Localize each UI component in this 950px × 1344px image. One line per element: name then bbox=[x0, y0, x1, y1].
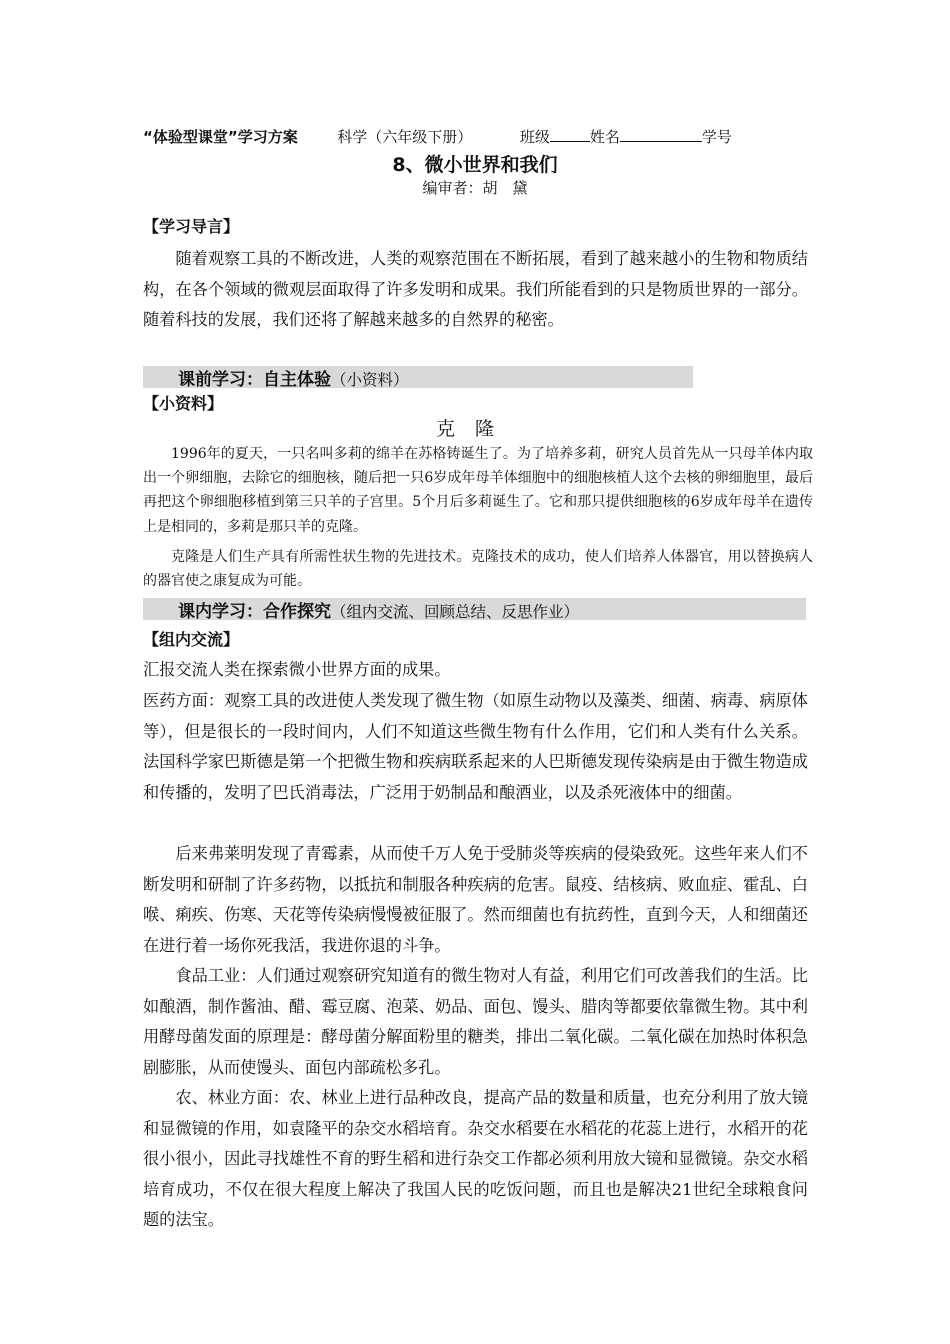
exchange-intro: 汇报交流人类在探索微小世界方面的成果。 bbox=[143, 660, 451, 679]
header-line bbox=[143, 126, 823, 147]
in-class-heading-sub: （组内交流、回顾总结、反思作业） bbox=[331, 603, 580, 621]
pre-class-heading bbox=[178, 365, 409, 390]
medical-paragraph: 医药方面：观察工具的改进使人类发现了微生物（如原生动物以及藻类、细菌、病毒、病原体等），但是很长的一段时间内，人们不知道这些微生物有什么作用，它们和人类有什么关系。法国科学家巴斯德是第一个把微生物和疾病联系起来的人巴斯德发现传染病是由于微生物造成和传播的，发明了巴氏消毒法，广泛用于奶制品和酿酒业，以及杀死液体中的细菌。 bbox=[143, 691, 808, 802]
penicillin-paragraph: 后来弗莱明发现了青霉素，从而使千万人免于受肺炎等疾病的侵染致死。这些年来人们不断发明和研制了许多药物，以抵抗和制服各种疾病的危害。鼠疫、结核病、败血症、霍乱、白喉、痢疾、伤寒、天花等传染病慢慢被征服了。然而细菌也有抗药性，直到今天，人和细菌还在进行着一场你死我活，我进你退的斗争。 bbox=[143, 844, 808, 955]
food-paragraph: 食品工业：人们通过观察研究知道有的微生物对人有益，利用它们可改善我们的生活。比如酿酒，制作酱油、醋、霉豆腐、泡菜、奶品、面包、馒头、腊肉等都要依靠微生物。其中利用酵母菌发面的原理是：酵母菌分解面粉里的糖类，排出二氧化碳。二氧化碳在加热时体积急剧膨胀，从而使馒头、面包内部疏松多孔。 bbox=[143, 966, 808, 1077]
pre-class-heading-sub: （小资料） bbox=[331, 371, 409, 389]
pre-class-heading-main: 课前学习：自主体验 bbox=[178, 370, 331, 390]
clone-paragraph-1: 1996年的夏天，一只名叫多莉的绵羊在苏格铸诞生了。为了培养多莉，研究人员首先从一只母羊体内取出一个卵细胞，去除它的细胞核，随后把一只6岁成年母羊体细胞中的细胞核植人这个去核的卵细胞里，最后再把这个卵细胞移植到第三只羊的子宫里。5个月后多莉诞生了。它和那只提供细胞核的6岁成年母羊在遗传上是相同的，多莉是那只羊的克隆。 bbox=[143, 446, 813, 535]
lesson-title: 8、微小世界和我们 bbox=[392, 154, 558, 176]
number-label: 学号 bbox=[701, 128, 732, 146]
plan-title: “体验型课堂”学习方案 bbox=[143, 128, 298, 146]
guide-label: 【学习导言】 bbox=[143, 217, 240, 236]
subject-label: 科学（六年级下册） bbox=[337, 128, 473, 146]
clone-title: 克隆 bbox=[435, 418, 514, 440]
clone-paragraph-2: 克隆是人们生产具有所需性状生物的先进技术。克隆技术的成功，使人们培养人体器官，用以替换病人的器官使之康复成为可能。 bbox=[143, 549, 813, 590]
name-label: 姓名 bbox=[589, 128, 620, 146]
group-exchange-label: 【组内交流】 bbox=[143, 630, 240, 649]
materials-label: 【小资料】 bbox=[143, 394, 224, 413]
in-class-heading-main: 课内学习：合作探究 bbox=[178, 602, 331, 622]
class-label: 班级 bbox=[519, 128, 550, 146]
guide-text: 随着观察工具的不断改进，人类的观察范围在不断拓展，看到了越来越小的生物和物质结构，在各个领域的微观层面取得了许多发明和成果。我们所能看到的只是物质世界的一部分。随着科技的发展，我们还将了解越来越多的自然界的秘密。 bbox=[143, 249, 808, 329]
name-blank[interactable] bbox=[620, 127, 702, 142]
in-class-heading bbox=[178, 597, 579, 622]
agriculture-paragraph: 农、林业方面：农、林业上进行品种改良，提高产品的数量和质量，也充分利用了放大镜和显微镜的作用，如袁隆平的杂交水稻培育。杂交水稻要在水稻花的花蕊上进行，水稻开的花很小很小，因此寻找雄性不育的野生稻和进行杂交工作都必须利用放大镜和显微镜。杂交水稻培育成功，不仅在很大程度上解决了我国人民的吃饭问题，而且也是解决21世纪全球粮食问题的法宝。 bbox=[143, 1088, 808, 1229]
class-blank[interactable] bbox=[550, 127, 590, 142]
editor-line: 编审者：胡 黛 bbox=[422, 179, 528, 197]
